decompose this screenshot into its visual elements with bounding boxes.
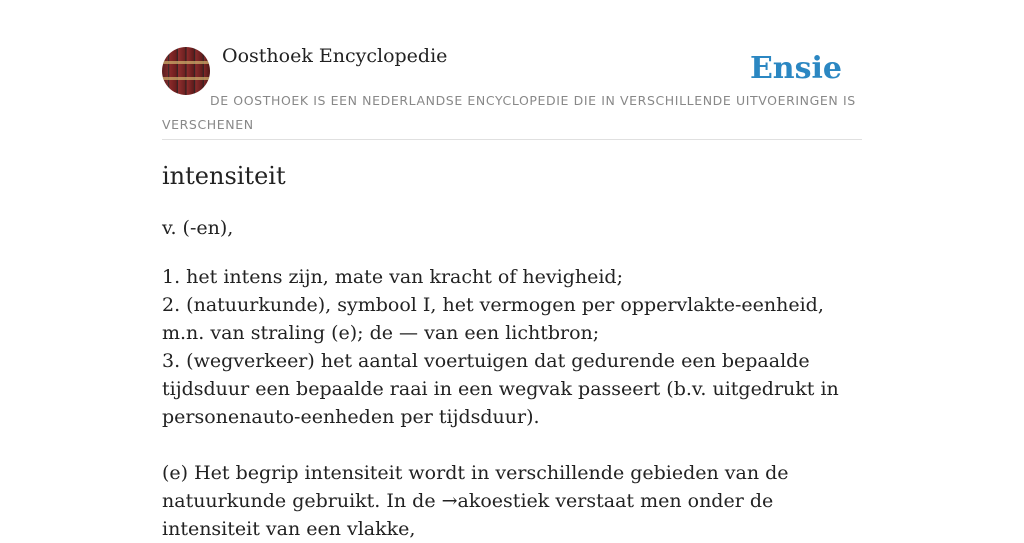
entry-note: (e) Het begrip intensiteit wordt in verschillende gebieden van de natuurkunde gebruikt. In de →akoestiek verstaat men onder de intensiteit van een vlakke, <box>162 462 789 540</box>
entry-title: intensiteit <box>162 162 286 190</box>
site-tagline: DE OOSTHOEK IS EEN NEDERLANDSE ENCYCLOPEDIE DIE IN VERSCHILLENDE UITVOERINGEN IS VERSCHENEN <box>162 93 856 132</box>
definition-item: 1. het intens zijn, mate van kracht of hevigheid; <box>162 266 624 288</box>
definition-item: 2. (natuurkunde), symbool I, het vermogen per oppervlakte-eenheid, m.n. van straling (e); de — van een lichtbron; <box>162 294 824 344</box>
definition-item: 3. (wegverkeer) het aantal voertuigen dat gedurende een bepaalde tijdsduur een bepaalde raai in een wegvak passeert (b.v. uitgedrukt in personenauto-eenheden per tijdsduur). <box>162 350 839 428</box>
header-divider <box>162 139 862 140</box>
entry-grammar: v. (-en), <box>162 217 234 239</box>
encyclopedia-avatar-icon[interactable] <box>162 47 210 95</box>
ensie-logo-link[interactable]: Ensie <box>749 51 842 86</box>
entry-definitions <box>162 263 862 431</box>
book-band <box>162 61 210 64</box>
book-band <box>162 77 210 80</box>
site-name-link[interactable]: Oosthoek Encyclopedie <box>222 45 448 67</box>
